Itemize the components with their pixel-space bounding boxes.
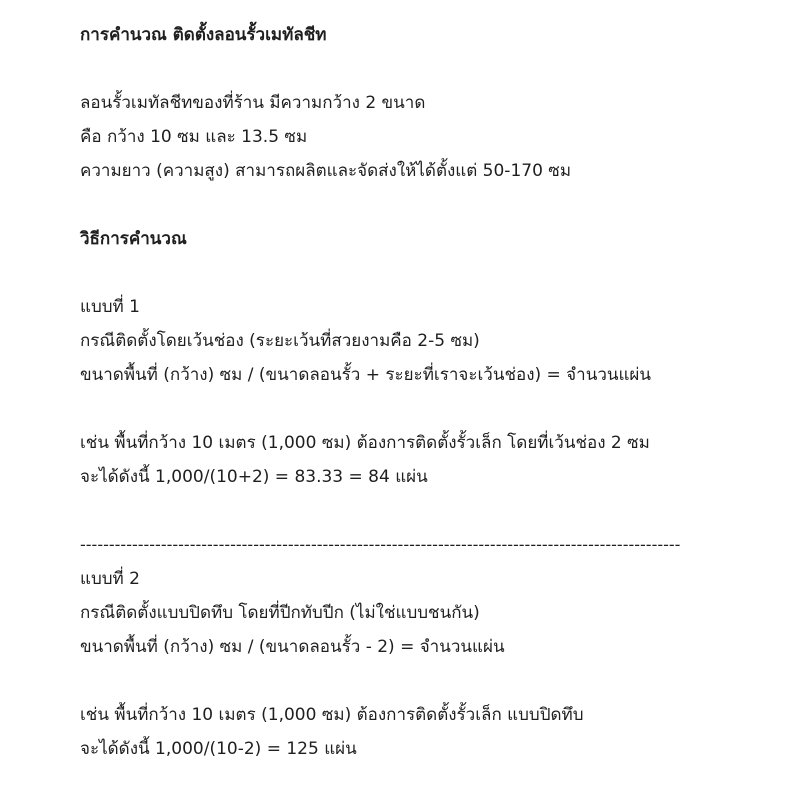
method2-example: เช่น พื้นที่กว้าง 10 เมตร (1,000 ซม) ต้องการติดตั้งรั้วเล็ก แบบปิดทึบ bbox=[80, 705, 584, 725]
method-heading: วิธีการคำนวณ bbox=[80, 229, 187, 249]
intro-line-1: ลอนรั้วเมทัลชีทของที่ร้าน มีความกว้าง 2 ขนาด bbox=[80, 93, 426, 113]
method2-label: แบบที่ 2 bbox=[80, 569, 140, 589]
spacer bbox=[80, 494, 780, 528]
document-title: การคำนวณ ติดตั้งลอนรั้วเมทัลชีท bbox=[80, 25, 327, 45]
method1-case: กรณีติดตั้งโดยเว้นช่อง (ระยะเว้นที่สวยงามคือ 2-5 ซม) bbox=[80, 331, 480, 351]
method2-result: จะได้ดังนี้ 1,000/(10-2) = 125 แผ่น bbox=[80, 739, 357, 759]
method1-result: จะได้ดังนี้ 1,000/(10+2) = 83.33 = 84 แผ่น bbox=[80, 467, 428, 487]
method1-formula: ขนาดพื้นที่ (กว้าง) ซม / (ขนาดลอนรั้ว + ระยะที่เราจะเว้นช่อง) = จำนวนแผ่น bbox=[80, 365, 652, 385]
spacer bbox=[80, 664, 780, 698]
intro-line-2: คือ กว้าง 10 ซม และ 13.5 ซม bbox=[80, 127, 308, 147]
method2-formula: ขนาดพื้นที่ (กว้าง) ซม / (ขนาดลอนรั้ว - 2) = จำนวนแผ่น bbox=[80, 637, 505, 657]
spacer bbox=[80, 188, 780, 222]
spacer bbox=[80, 256, 780, 290]
intro-line-3: ความยาว (ความสูง) สามารถผลิตและจัดส่งให้ได้ตั้งแต่ 50-170 ซม bbox=[80, 161, 572, 181]
section-divider: -------------------------------------------------------------------------------------------------------- bbox=[80, 535, 681, 554]
method1-example: เช่น พื้นที่กว้าง 10 เมตร (1,000 ซม) ต้องการติดตั้งรั้วเล็ก โดยที่เว้นช่อง 2 ซม bbox=[80, 433, 650, 453]
document-body bbox=[80, 18, 780, 766]
method2-case: กรณีติดตั้งแบบปิดทึบ โดยที่ปีกทับปีก (ไม่ใช่แบบชนกัน) bbox=[80, 603, 480, 623]
spacer bbox=[80, 52, 780, 86]
spacer bbox=[80, 392, 780, 426]
method1-label: แบบที่ 1 bbox=[80, 297, 140, 317]
